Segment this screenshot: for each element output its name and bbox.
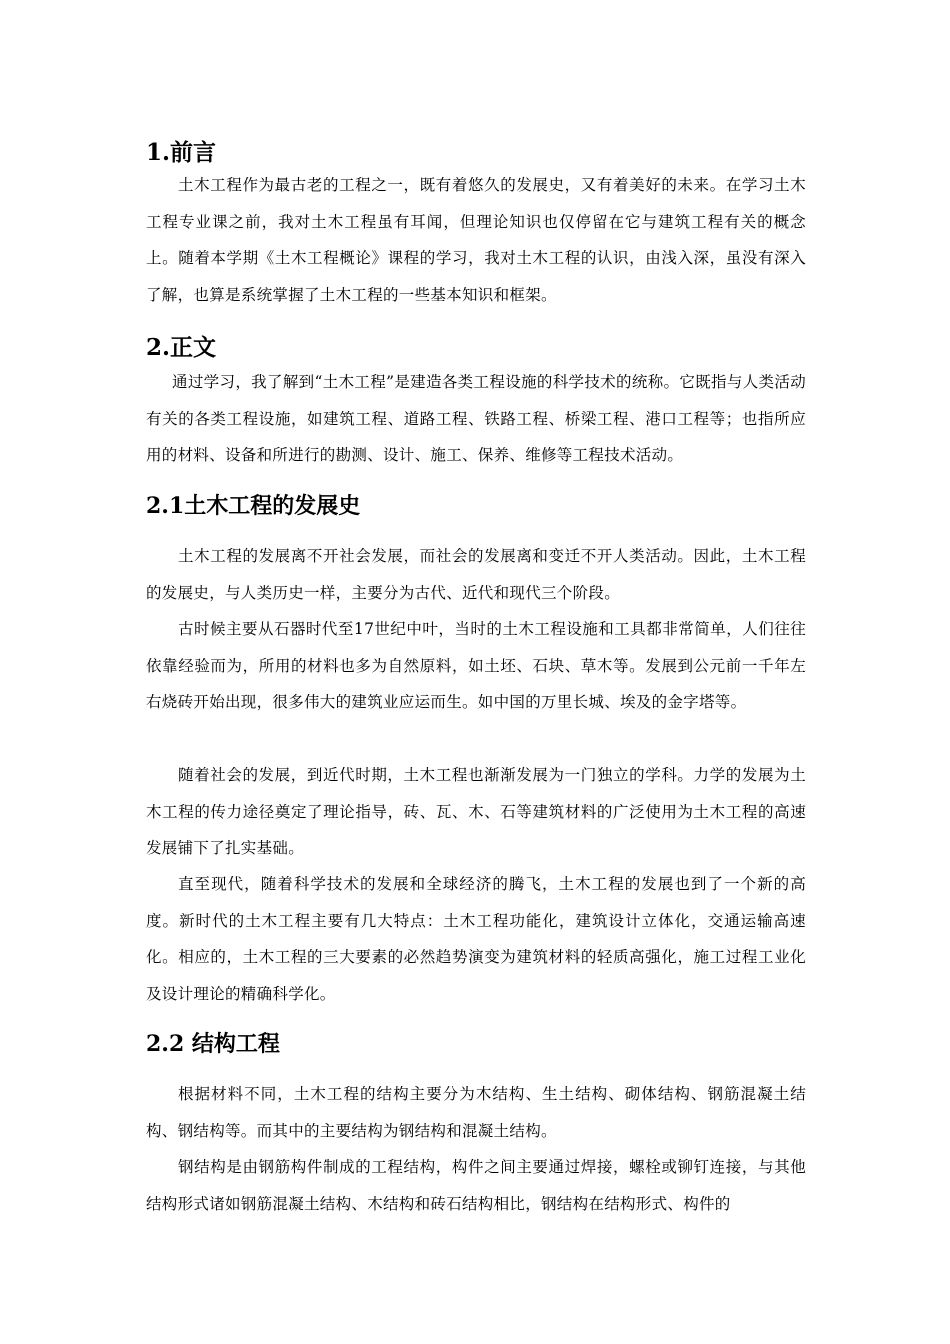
heading-main: 2.正文 [146,334,217,361]
paragraph-structure-1: 根据材料不同，土木工程的结构主要分为木结构、生土结构、砌体结构、钢筋混凝土结构、钢结构等。而其中的主要结构为钢结构和混凝土结构。 [146,1085,806,1140]
paragraph-preface: 土木工程作为最古老的工程之一，既有着悠久的发展史，又有着美好的未来。在学习土木工程专业课之前，我对土木工程虽有耳闻，但理论知识也仅停留在它与建筑工程有关的概念上。随着本学期《土木工程概论》课程的学习，我对土木工程的认识，由浅入深，虽没有深入了解，也算是系统掌握了土木工程的一些基本知识和框架。 [146,176,806,304]
paragraph-history-3: 随着社会的发展，到近代时期，土木工程也渐渐发展为一门独立的学科。力学的发展为土木工程的传力途径奠定了理论指导，砖、瓦、木、石等建筑材料的广泛使用为土木工程的高速发展铺下了扎实基础。 [146,766,806,857]
paragraph-main: 通过学习，我了解到“土木工程”是建造各类工程设施的科学技术的统称。它既指与人类活动有关的各类工程设施，如建筑工程、道路工程、铁路工程、桥梁工程、港口工程等；也指所应用的材料、设备和所进行的勘测、设计、施工、保养、维修等工程技术活动。 [146,373,806,464]
paragraph-structure-2: 钢结构是由钢筋构件制成的工程结构，构件之间主要通过焊接，螺栓或铆钉连接，与其他结构形式诸如钢筋混凝土结构、木结构和砖石结构相比，钢结构在结构形式、构件的 [146,1158,806,1213]
paragraph-history-1: 土木工程的发展离不开社会发展，而社会的发展离和变迁不开人类活动。因此，土木工程的发展史，与人类历史一样，主要分为古代、近代和现代三个阶段。 [146,547,806,602]
heading-history: 2.1土木工程的发展史 [146,493,361,519]
heading-preface: 1.前言 [146,139,217,166]
paragraph-history-4: 直至现代，随着科学技术的发展和全球经济的腾飞，土木工程的发展也到了一个新的高度。新时代的土木工程主要有几大特点：土木工程功能化，建筑设计立体化，交通运输高速化。相应的，土木工程的三大要素的必然趋势演变为建筑材料的轻质高强化，施工过程工业化及设计理论的精确科学化。 [146,875,806,1003]
heading-structure: 2.2 结构工程 [146,1031,280,1057]
paragraph-history-2: 古时候主要从石器时代至17世纪中叶，当时的土木工程设施和工具都非常简单，人们往往依靠经验而为，所用的材料也多为自然原料，如土坯、石块、草木等。发展到公元前一千年左右烧砖开始出现，很多伟大的建筑业应运而生。如中国的万里长城、埃及的金字塔等。 [146,620,806,711]
